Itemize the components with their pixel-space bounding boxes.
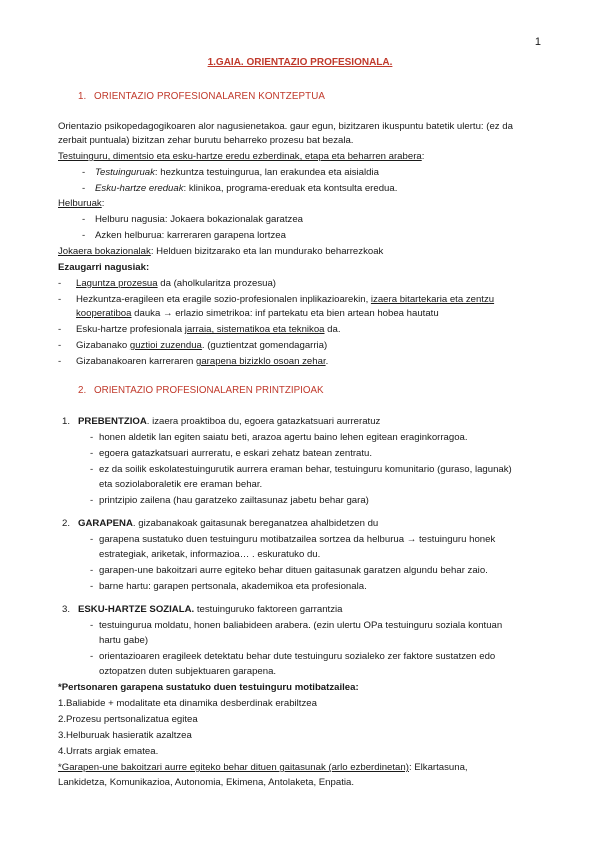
feature-5: - Gizabanakoaren karreraren garapena bizizklo osoan zehar. <box>58 356 329 367</box>
p1-bullet-2-text: egoera gatazkatsuari aurreratu, e eskari zehatz batean zentratu. <box>99 448 373 459</box>
p2-bullet-3-text: barne hartu: garapen pertsonala, akademikoa eta profesionala. <box>99 581 367 592</box>
feature-4: - Gizabanako guztioi zuzendua. (guztientzat gomendagarria) <box>58 340 328 351</box>
p1-bullet-1-text: honen aldetik lan egiten saiatu beti, arazoa agertu baino lehen egitean eraginkorragoa. <box>99 432 468 443</box>
goals-label: Helburuak <box>58 198 102 209</box>
principle-3-name: ESKU-HARTZE SOZIALA. <box>78 604 195 615</box>
feature-2-cont <box>76 307 561 321</box>
feature-3-text-b: da. <box>324 324 341 335</box>
feature-1: - Laguntza prozesua da (aholkularitza prozesua) <box>58 278 276 289</box>
feature-4-text-b: . (guztientzat gomendagarria) <box>201 340 328 351</box>
principle-1-desc: . izaera proaktiboa du, egoera gatazkatsuari aurreratuz <box>146 416 381 427</box>
feature-3-underlined: jarraia, sistematikoa eta teknikoa <box>184 324 325 335</box>
p1-bullet-1: - honen aldetik lan egiten saiatu beti, arazoa agertu baino lehen egitean eraginkorragoa. <box>90 432 468 443</box>
p1-bullet-4: - printzipio zailena (hau garatzeko zailtasunaz jabetu behar gara) <box>90 495 369 506</box>
section2-heading <box>78 385 324 396</box>
p1-bullet-4-text: printzipio zailena (hau garatzeko zailtasunaz jabetu behar gara) <box>99 495 369 506</box>
vocational-text: : Helduen bizitzarako eta lan mundurako beharrezkoak <box>150 246 384 257</box>
section1-number: 1. <box>78 91 87 102</box>
principle-2-name: GARAPENA <box>78 518 133 529</box>
page-number: 1 <box>534 36 541 48</box>
page-title: 1.GAIA. ORIENTAZIO PROFESIONALA. <box>207 57 393 68</box>
goal-item-1: - Helburu nagusia: Jokaera bokazionalak garatzea <box>82 214 303 225</box>
p3-bullet-1-text: testuingurua moldatu, honen baliabideen arabera. (ezin ulertu OPa testuinguru soziala kontuan <box>99 620 503 631</box>
competences-text: : Elkartasuna, <box>408 762 468 773</box>
feature-1-underlined: Laguntza prozesua <box>76 278 158 289</box>
context-item-2-text: : klinikoa, programa-ereduak eta kontsulta eredua. <box>183 183 398 194</box>
vocational-label: Jokaera bokazionalak <box>58 246 151 257</box>
competences-line-2: Lankidetza, Komunikazioa, Autonomia, Ekimena, Antolaketa, Enpatia. <box>58 777 354 788</box>
principle-3-desc: testuinguruko faktoreen garrantzia <box>194 604 343 615</box>
principle-2-number: 2. <box>62 518 71 529</box>
feature-1-text: da (aholkularitza prozesua) <box>157 278 276 289</box>
context-item-2: - Esku-hartze ereduak: klinikoa, programa-ereduak eta kontsulta eredua. <box>82 183 398 194</box>
goal-item-2: - Azken helburua: karreraren garapena lortzea <box>82 230 286 241</box>
p2-bullet-3: - barne hartu: garapen pertsonala, akademikoa eta profesionala. <box>90 581 367 592</box>
feature-2-underlined: izaera bitartekaria eta zentzu <box>370 294 495 305</box>
section2-number: 2. <box>78 385 87 396</box>
feature-5-text-b: . <box>325 356 329 367</box>
motivating-item-3: 3.Helburuak hasieratik azaltzea <box>58 730 192 741</box>
principle-1 <box>62 415 380 429</box>
motivating-heading: *Pertsonaren garapena sustatuko duen testuinguru motibatzailea: <box>58 682 359 693</box>
context-item-1: - Testuinguruak: hezkuntza testuingurua, lan erakundea eta aisialdia <box>82 167 379 178</box>
feature-4-text-a: Gizabanako <box>76 340 130 351</box>
intro-line-2: zerbait puntuala) bizitzan zehar burutu beharreko prozesu bat bezala. <box>58 135 354 146</box>
motivating-item-2: 2.Prozesu pertsonalizatua egitea <box>58 714 198 725</box>
intro-line-1: Orientazio psikopedagogikoaren alor nagusienetakoa. gaur egun, bizitzaren ikuspuntu batetik ulertu: (ez da <box>58 121 513 132</box>
feature-4-underlined: guztioi zuzendua <box>129 340 202 351</box>
feature-2-text-b: dauka → erlazio simetrikoa: inf partekatu eta bien artean hobea hautatu <box>131 308 439 319</box>
context-label: Testuinguru, dimentsio eta esku-hartze eredu ezberdinak, etapa eta beharren arabera <box>58 151 422 162</box>
principle-3-number: 3. <box>62 604 71 615</box>
goal-item-1-text: Helburu nagusia: Jokaera bokazionalak garatzea <box>95 214 303 225</box>
feature-2: - Hezkuntza-eragileen eta eragile sozio-profesionalen inplikazioarekin, izaera bitartekaria eta zentzu <box>58 294 495 305</box>
p2-bullet-2: - garapen-une bakoitzari aurre egiteko behar dituen gaitasunak garatzen algundu behar zaio. <box>90 565 488 576</box>
principle-1-name: PREBENTZIOA <box>78 416 147 427</box>
p3-bullet-2-cont: oztopatzen duten subjektuaren garapena. <box>99 666 277 677</box>
p1-bullet-3-text: ez da soilik eskolatestuingurutik aurrera eraman behar, testuinguru komunitario (guraso, lagunak) <box>99 464 512 475</box>
principle-3 <box>62 603 342 617</box>
context-item-1-text: : hezkuntza testuingurua, lan erakundea eta aisialdia <box>154 167 379 178</box>
principle-2-desc: . gizabanakoak gaitasunak bereganatzea ahalbidetzen du <box>132 518 379 529</box>
p1-bullet-3: - ez da soilik eskolatestuingurutik aurrera eraman behar, testuinguru komunitario (guraso, lagunak) <box>90 464 512 475</box>
feature-5-text-a: Gizabanakoaren karreraren <box>76 356 196 367</box>
feature-3-text-a: Esku-hartze profesionala <box>76 324 185 335</box>
p2-bullet-1-text: garapena sustatuko duen testuinguru motibatzailea sortzea da helburua → testuinguru honek <box>99 534 496 545</box>
p3-bullet-2-text: orientazioaren eragileek detektatu behar dute testuinguru sozialeko zer faktore sustatzen edo <box>99 651 496 662</box>
competences-underlined: *Garapen-une bakoitzari aurre egiteko behar dituen gaitasunak (arlo ezberdinetan) <box>58 762 409 773</box>
motivating-item-4: 4.Urrats argiak ematea. <box>58 746 159 757</box>
feature-2-underlined-2: kooperatiboa <box>76 308 132 319</box>
p2-bullet-2-text: garapen-une bakoitzari aurre egiteko behar dituen gaitasunak garatzen algundu behar zaio. <box>99 565 488 576</box>
feature-2-text-a: Hezkuntza-eragileen eta eragile sozio-profesionalen inplikazioarekin, <box>76 294 371 305</box>
section1-heading-text: ORIENTAZIO PROFESIONALAREN KONTZEPTUA <box>94 91 326 102</box>
p1-bullet-2: - egoera gatazkatsuari aurreratu, e eskari zehatz batean zentratu. <box>90 448 373 459</box>
goal-item-2-text: Azken helburua: karreraren garapena lortzea <box>95 230 286 241</box>
p3-bullet-1: - testuingurua moldatu, honen baliabideen arabera. (ezin ulertu OPa testuinguru soziala kontuan <box>90 620 503 631</box>
features-label: Ezaugarri nagusiak: <box>58 262 150 273</box>
context-label-line <box>58 150 543 164</box>
principle-1-number: 1. <box>62 416 71 427</box>
p2-bullet-1: - garapena sustatuko duen testuinguru motibatzailea sortzea da helburua → testuinguru honek <box>90 534 496 545</box>
p2-bullet-1-cont: estrategiak, ariketak, informazioa… . eskuratuko du. <box>99 549 321 560</box>
section1-heading <box>78 91 325 102</box>
context-colon: : <box>421 151 425 162</box>
vocational-line <box>58 245 543 259</box>
p1-bullet-3-cont: eta soziolaboraletik ere eraman behar. <box>99 479 263 490</box>
p3-bullet-2: - orientazioaren eragileek detektatu behar dute testuinguru sozialeko zer faktore sustatzen edo <box>90 651 496 662</box>
goals-label-line <box>58 197 543 211</box>
feature-3: - Esku-hartze profesionala jarraia, sistematikoa eta teknikoa da. <box>58 324 341 335</box>
goals-colon: : <box>101 198 105 209</box>
motivating-item-1: 1.Baliabide + modalitate eta dinamika desberdinak erabiltzea <box>58 698 317 709</box>
section2-heading-text: ORIENTAZIO PROFESIONALAREN PRINTZIPIOAK <box>94 385 324 396</box>
p3-bullet-1-cont: hartu gabe) <box>99 635 149 646</box>
context-item-1-term: Testuinguruak <box>95 167 155 178</box>
feature-5-underlined: garapena bizizklo osoan zehar <box>196 356 326 367</box>
principle-2 <box>62 517 378 531</box>
competences-line-1 <box>58 761 543 775</box>
context-item-2-term: Esku-hartze ereduak <box>95 183 184 194</box>
